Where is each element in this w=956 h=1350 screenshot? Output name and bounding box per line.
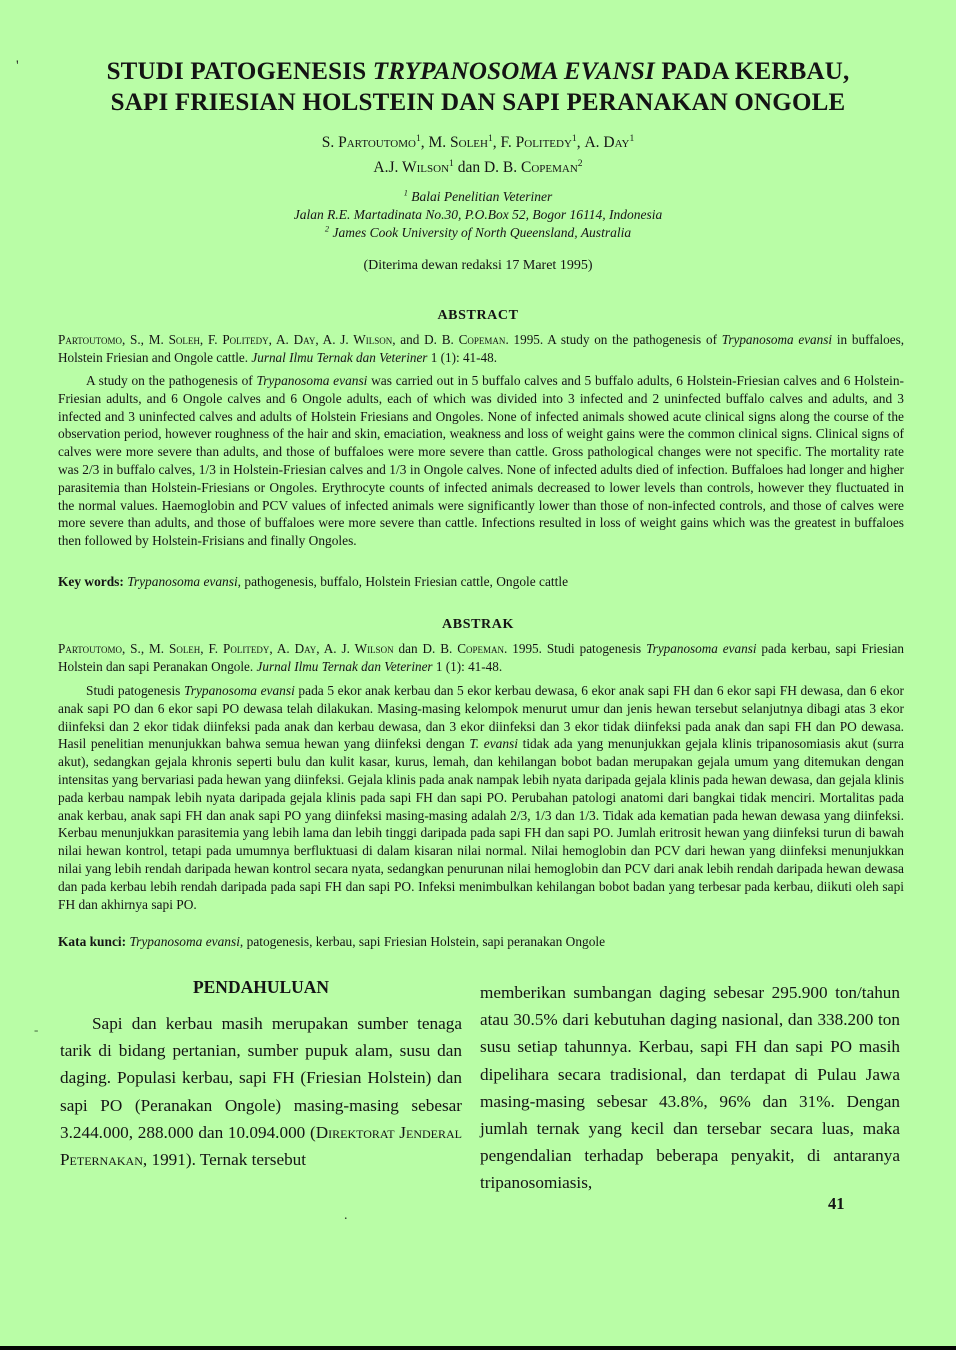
abstract-heading: ABSTRACT — [437, 308, 519, 323]
affiliation-line2: Jalan R.E. Martadinata No.30, P.O.Box 52, Bogor 16114, Indonesia — [293, 207, 663, 222]
article-title-line1: STUDI PATOGENESIS TRYPANOSOMA EVANSI PADA KERBAU, — [106, 58, 850, 85]
received-note: (Diterima dewan redaksi 17 Maret 1995) — [363, 258, 593, 273]
abstract-body: A study on the pathogenesis of Trypanosoma evansi was carried out in 5 buffalo calves and 5 buffalo adults, 6 Holstein-Friesian calves and 6 Holstein-Friesian adults, and 6 Ongole calves and 6 Ongole adults, each of which was divided into 3 infected and 2 uninfected buffalo calves and adults, and 3 infected and 3 uninfected calves and adults of Holstein Friesians and Ongoles. None of infected animals showed acute clinical signs along the course of the observation period, however roughness of the hair and skin, emaciation, weakness and loss of weight gains were the common clinical signs. Clinical signs of calves were more severe than adults, and those of buffaloes were more severe than cattle. Gross pathological changes were not specific. The mortality rate was 2/3 in buffalo calves, 1/3 in Holstein-Friesian calves and 1/3 in Ongole calves. None of infected adults died of infection. Buffaloes had longer and higher parasitemia than Holstein-Friesians or Ongoles. Erythrocyte counts of infected animals decreased to lower levels than controls, however they fluctuated in the normal values. Haemoglobin and PCV values of infected animals were significantly lower than those of non-infected controls, and those of calves were more severe than adults, and those of buffaloes were more severe than cattle. Infections resulted in loss of weight gains which was the greatest in buffaloes then followed by Holstein-Frisians and finally Ongoles. — [58, 373, 904, 549]
kata-kunci-line: Kata kunci: Trypanosoma evansi, patogenesis, kerbau, sapi Friesian Holstein, sapi peranakan Ongole — [58, 934, 606, 949]
abstract-citation: Partoutomo, S., M. Soleh, F. Politedy, A. Day, A. J. Wilson, and D. B. Copeman. 1995. A study on the pathogenesis of Trypanosoma evansi in buffaloes, Holstein Friesian and Ongole cattle. Jurnal Ilmu Ternak dan Veteriner 1 (1): 41-48. — [58, 332, 905, 365]
article-title-line2: SAPI FRIESIAN HOLSTEIN DAN SAPI PERANAKAN ONGOLE — [110, 89, 846, 116]
article-title — [0, 56, 956, 118]
abstrak-heading: ABSTRAK — [442, 617, 514, 632]
scan-artifact-dash: - — [34, 1022, 39, 1037]
keywords-line: Key words: Trypanosoma evansi, pathogenesis, buffalo, Holstein Friesian cattle, Ongole cattle — [58, 574, 569, 589]
intro-right-column: memberikan sumbangan daging sebesar 295.900 ton/tahun atau 30.5% dari kebutuhan daging nasional, dan 338.200 ton susu setiap tahunnya. Kerbau, sapi FH dan sapi PO masih dipelihara secara tradisional, dan terdapat di Pulau Jawa masing-masing sebesar 43.8%, 96% dan 31%. Dengan jumlah ternak yang kecil dan tersebar secara luas, maka pengendalian terhadap beberapa penyakit, di antaranya tripanosomiasis, — [480, 983, 900, 1193]
scan-artifact-apostrophe: ' — [16, 58, 19, 74]
affiliation-line1: $^1$ Balai Penelitian Veteriner — [403, 188, 553, 204]
page-number: 41 — [828, 1194, 845, 1213]
affiliation-line3: $^2$ James Cook University of North Queensland, Australia — [324, 224, 632, 240]
authors-line2: A.J. Wilson$^1$ dan D. B. Copeman$^2$ — [373, 157, 583, 176]
scan-artifact-dot: . — [344, 1208, 348, 1223]
intro-left-column: Sapi dan kerbau masih merupakan sumber tenaga tarik di bidang pertanian, sumber pupuk alam, susu dan daging. Populasi kerbau, sapi FH (Friesian Holstein) dan sapi PO (Peranakan Ongole) masing-masing sebesar 3.244.000, 288.000 dan 10.094.000 (Direktorat Jenderal Peternakan, 1991). Ternak tersebut — [60, 1014, 462, 1170]
abstrak-body: Studi patogenesis Trypanosoma evansi pada 5 ekor anak kerbau dan 5 ekor kerbau dewasa, 6 ekor anak sapi FH dan 6 ekor sapi FH dewasa, dan 6 ekor anak sapi PO dan 6 ekor sapi PO dewasa telah dilakukan. Masing-masing kelompok menurut umur dan jenis hewan tersebut selanjutnya dibagi atas 3 ekor diinfeksi dan 2 ekor tidak diinfeksi pada anak dan kerbau dewasa, dan 3 ekor diinfeksi dan 3 ekor tidak diinfeksi pada anak dan sapi FH dan PO dewasa. Hasil penelitian menunjukkan bahwa semua hewan yang diinfeksi dengan T. evansi tidak ada yang menunjukkan gejala klinis tripanosomiasis akut (surra akut), sedangkan gejala khronis seperti bulu dan kulit kasar, kurus, lemah, dan kehilangan bobot badan merupakan gejala umum yang ditemukan dengan intensitas yang bervariasi pada hewan yang diinfeksi. Gejala klinis pada anak nampak lebih nyata daripada gejala klinis pada hewan dewasa, dan gejala klinis pada kerbau nampak lebih nyata daripada gejala klinis pada sapi FH dan sapi PO. Perubahan patologi anatomi dari bangkai tidak menciri. Mortalitas pada anak kerbau, anak sapi FH dan anak sapi PO yang diinfeksi masing-masing adalah 2/3, 1/3 dan 1/3. Tidak ada kematian pada hewan dewasa yang diinfeksi. Kerbau menunjukkan parasitemia yang lebih lama dan lebih tinggi daripada pada sapi FH dan sapi PO. Jumlah eritrosit hewan yang diinfeksi turun di bawah nilai hewan kontrol, tetapi pada umumnya berfluktuasi di dalam kisaran nilai normal. Nilai hemoglobin dan PCV dari hewan yang diinfeksi menunjukkan nilai yang lebih rendah daripada hewan kontrol secara nyata, sedangkan penurunan nilai hemoglobin dan PCV dari anak lebih rendah daripada hewan dewasa dan pada kerbau lebih rendah daripada pada sapi FH dan sapi PO. Infeksi menimbulkan kehilangan bobot badan yang terbesar pada kerbau, diikuti oleh sapi FH dan akhirnya sapi PO. — [58, 683, 905, 912]
scan-bottom-edge — [0, 1346, 956, 1350]
abstrak-citation: Partoutomo, S., M. Soleh, F. Politedy, A. Day, A. J. Wilson dan D. B. Copeman. 1995. Studi patogenesis Trypanosoma evansi pada kerbau, sapi Friesian Holstein dan sapi Peranakan Ongole. Jurnal Ilmu Ternak dan Veteriner 1 (1): 41-48. — [58, 641, 904, 674]
authors-line1: S. Partoutomo$^1$, M. Soleh$^1$, F. Politedy$^1$, A. Day$^1$ — [321, 132, 635, 151]
introduction-heading: PENDAHULUAN — [192, 977, 330, 997]
